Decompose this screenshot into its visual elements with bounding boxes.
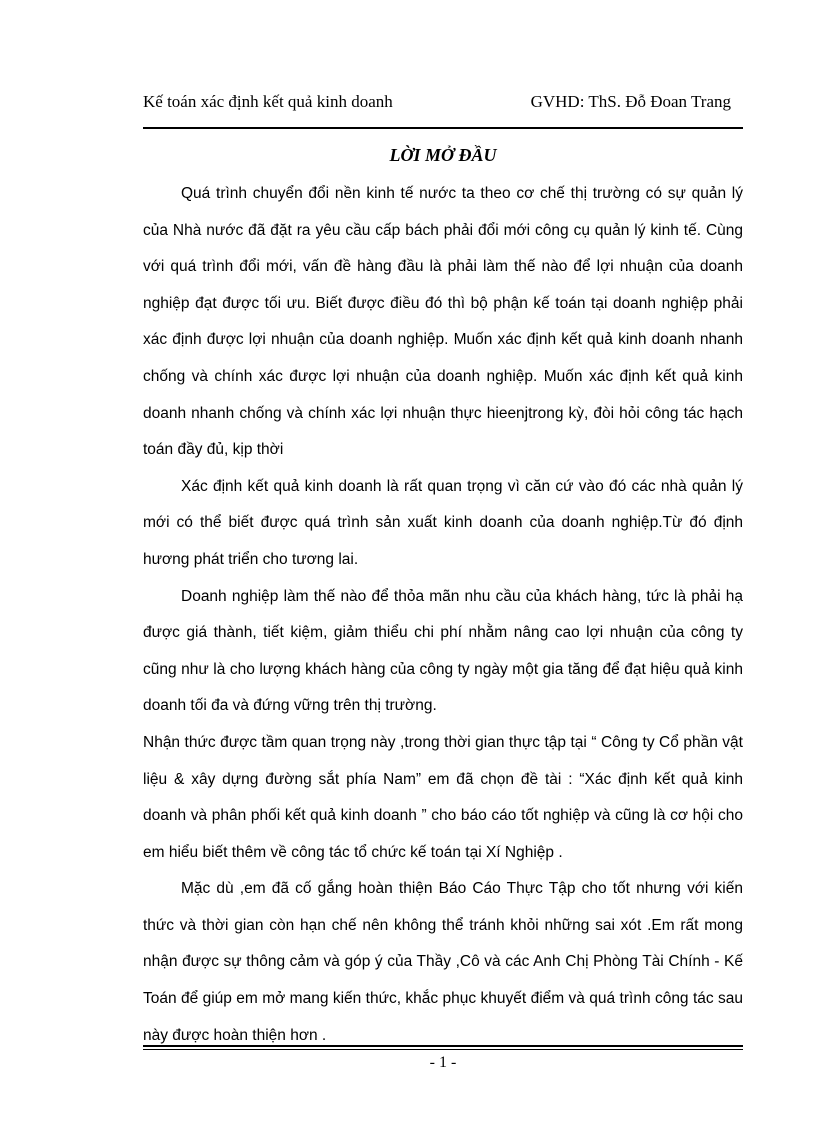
page-header xyxy=(143,92,743,116)
footer-divider-thin xyxy=(143,1049,743,1050)
header-document-title: Kế toán xác định kết quả kinh doanh xyxy=(143,92,393,111)
section-title: LỜI MỞ ĐẦU xyxy=(389,145,497,165)
paragraph-1: Quá trình chuyển đổi nền kinh tế nước ta theo cơ chế thị trường có sự quản lý của Nhà nước đã đặt ra yêu cầu cấp bách phải đổi mới công cụ quản lý kinh tế. Cùng với quá trình đổi mới, vấn đề hàng đầu là phải làm thế nào để lợi nhuận của doanh nghiệp đạt được tối ưu. Biết được điều đó thì bộ phận kế toán tại doanh nghiệp phải xác định được lợi nhuận của doanh nghiệp. Muốn xác định kết quả kinh doanh nhanh chống và chính xác được lợi nhuận của doanh nghiệp. Muốn xác định kết quả kinh doanh nhanh chống và chính xác lợi nhuận thực hieenjtrong kỳ, đòi hỏi công tác hạch toán đầy đủ, kịp thời xyxy=(143,185,743,459)
footer-divider-thick xyxy=(143,1045,743,1047)
paragraph-3: Doanh nghiệp làm thế nào để thỏa mãn nhu cầu của khách hàng, tức là phải hạ được giá thành, tiết kiệm, giảm thiểu chi phí nhằm nâng cao lợi nhuận của công ty cũng như là cho lượng khách hàng của công ty ngày một gia tăng để đạt hiệu quả kinh doanh tối đa và đứng vững trên thị trường. xyxy=(143,587,743,715)
paragraph-4: Nhận thức được tầm quan trọng này ,trong thời gian thực tập tại “ Công ty Cổ phần vật liệu & xây dựng đường sắt phía Nam” em đã chọn đề tài : “Xác định kết quả kinh doanh và phân phối kết quả kinh doanh ” cho báo cáo tốt nghiệp và cũng là cơ hội cho em hiểu biết thêm về công tác tổ chức kế toán tại Xí Nghiệp . xyxy=(143,733,743,861)
header-supervisor: GVHD: ThS. Đỗ Đoan Trang xyxy=(530,92,731,111)
page-number: - 1 - xyxy=(429,1054,457,1071)
paragraph-2: Xác định kết quả kinh doanh là rất quan trọng vì căn cứ vào đó các nhà quản lý mới có thể biết được quá trình sản xuất kinh doanh của doanh nghiệp.Từ đó định hương phát triển cho tương lai. xyxy=(143,477,743,568)
paragraph-5: Mặc dù ,em đã cố gắng hoàn thiện Báo Cáo Thực Tập cho tốt nhưng với kiến thức và thời gian còn hạn chế nên không thể tránh khỏi những sai xót .Em rất mong nhận được sự thông cảm và góp ý của Thầy ,Cô và các Anh Chị Phòng Tài Chính - Kế Toán để giúp em mở mang kiến thức, khắc phục khuyết điểm và quá trình công tác sau này được hoàn thiện hơn . xyxy=(143,880,743,1044)
body-text xyxy=(143,176,743,1054)
header-divider xyxy=(143,127,743,129)
